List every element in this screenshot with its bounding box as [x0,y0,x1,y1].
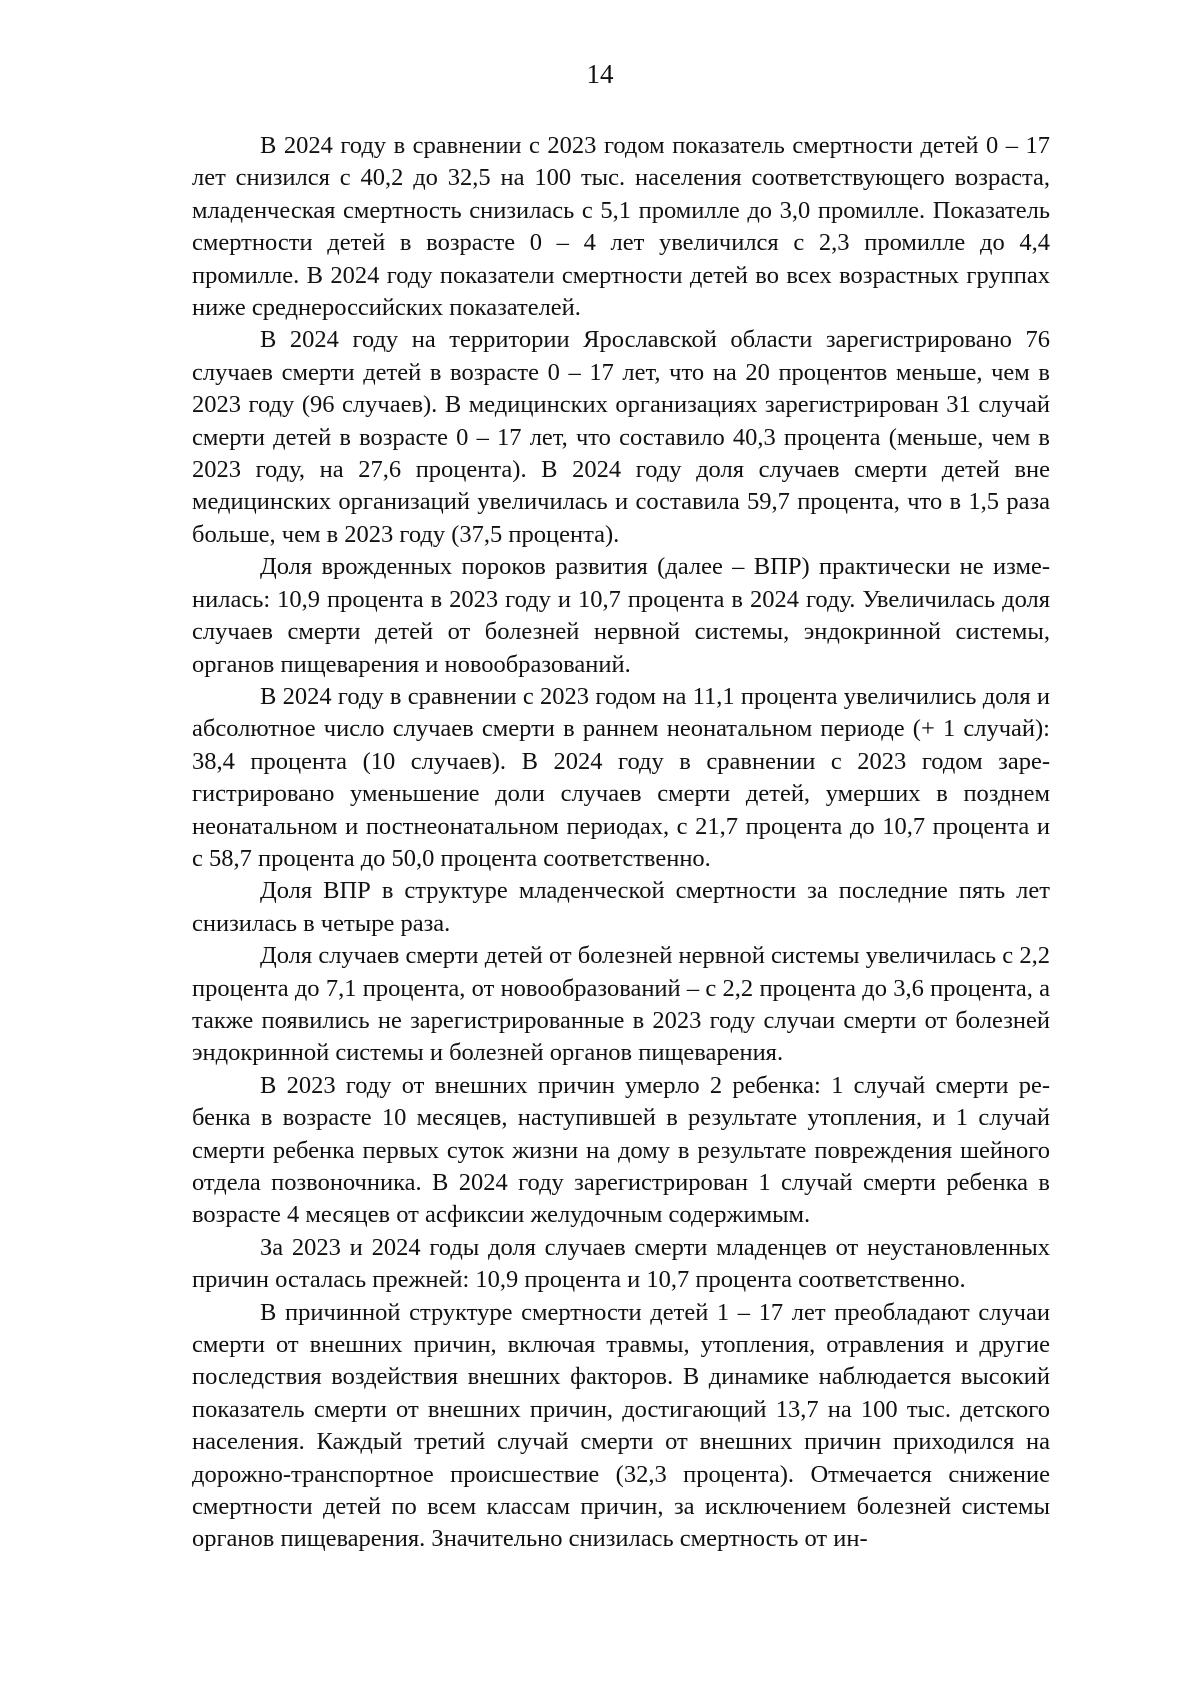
paragraph-congenital-defects: Доля врожденных пороков развития (далее – ВПР) практически не изменилась: 10,9 процента в 2023 году и 10,7 процента в 2024 году. Увеличилась доля случаев смерти детей от болезней нервной системы, эндокринной системы, органов пищеварения и новообразований. [192,553,1050,678]
paragraph-nervous-system: Доля случаев смерти детей от болезней нервной системы увеличилась с 2,2 процента до 7,1 процента, от новообразований – с 2,2 процента до 3,6 процента, а также появились не зарегистрированные в 2023 году случаи смерти от болезней эндокринной системы и болезней органов пищеварения. [192,942,1050,1067]
paragraph-child-mortality-rates: В 2024 году в сравнении с 2023 годом показатель смертности детей 0 – 17 лет снизился с 40,2 до 32,5 на 100 тыс. населения соответствующего возраста, младенческая смертность снизилась с 5,1 промилле до 3,0 промилле. Показатель смертности детей в возрасте 0 – 4 лет увеличился с 2,3 промилле до 4,4 промилле. В 2024 году показатели смертности детей во всех возрастных группах ниже среднероссийских показателей. [192,132,1050,322]
page-number: 14 [586,59,614,89]
paragraph-vpr-share: Доля ВПР в структуре младенческой смертности за последние пять лет снизилась в четыре раза. [192,877,1050,937]
paragraph-yaroslavl-cases: В 2024 году на территории Ярославской области зарегистрировано 76 случаев смерти детей в возрасте 0 – 17 лет, что на 20 процентов меньше, чем в 2023 году (96 случаев). В медицинских организациях зарегистрирован 31 случай смерти детей в возрасте 0 – 17 лет, что составило 40,3 процента (меньше, чем в 2023 году, на 27,6 процента). В 2024 году доля случаев смерти детей вне медицинских организаций увеличилась и составила 59,7 процента, что в 1,5 раза больше, чем в 2023 году (37,5 процента). [192,326,1050,548]
paragraph-unknown-causes: За 2023 и 2024 годы доля случаев смерти младенцев от неустановленных причин осталась прежней: 10,9 процента и 10,7 процента соответственно. [192,1233,1050,1294]
paragraph-cause-structure: В причинной структуре смертности детей 1 – 17 лет преобладают случаи смерти от внешних причин, включая травмы, утопления, отравления и другие последствия воздействия внешних факторов. В динамике наблюдается высокий показатель смерти от внешних причин, достигающий 13,7 на 100 тыс. детского населения. Каждый третий случай смерти от внешних причин приходился на дорожно-транспортное происшествие (32,3 процента). Отмечается снижение смертности детей по всем классам причин, за исключением болезней системы органов пищеварения. Значительно снизилась смертность от ин- [192,1298,1050,1553]
paragraph-neonatal-period: В 2024 году в сравнении с 2023 годом на 11,1 процента увеличились доля и абсолютное число случаев смерти в раннем неонатальном периоде (+ 1 случай): 38,4 процента (10 случаев). В 2024 году в сравнении с 2023 годом зарегистрировано уменьшение доли случаев смерти детей, умерших в позднем неонатальном и постнеонатальном периодах, с 21,7 процента до 10,7 процента и с 58,7 процента до 50,0 процента соответственно. [192,682,1050,872]
paragraph-external-causes-2023: В 2023 году от внешних причин умерло 2 ребенка: 1 случай смерти ребенка в возрасте 10 месяцев, наступившей в результате утопления, и 1 случай смерти ребенка первых суток жизни на дому в результате повреждения шейного отдела позвоночника. В 2024 году зарегистрирован 1 случай смерти ребенка в возрасте 4 месяцев от асфиксии желудочным содержимым. [192,1071,1050,1229]
document-body [192,130,1050,1556]
